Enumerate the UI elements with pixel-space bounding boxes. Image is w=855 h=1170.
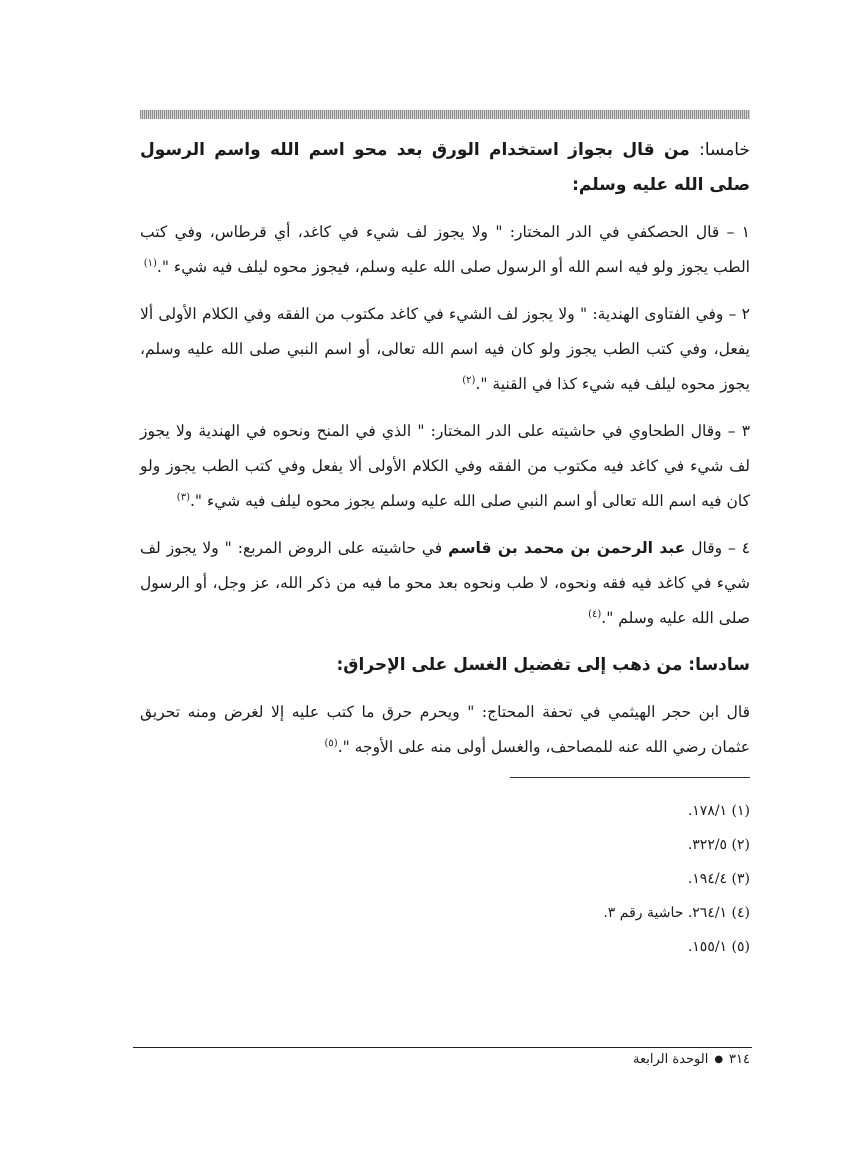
footnotes [140, 794, 750, 964]
paragraph-2 [140, 297, 750, 402]
footnote-ref-1[interactable]: (١) [143, 257, 157, 269]
page-footer [633, 1052, 750, 1067]
footnote-ref-4[interactable]: (٤) [588, 608, 602, 620]
paragraph-1 [140, 215, 750, 285]
footnote-1: (١) ١٧٨/١. [687, 803, 750, 819]
paragraph-5 [140, 695, 750, 765]
paragraph-4-author-name: عبد الرحمن بن محمد بن قاسم [448, 539, 686, 557]
footnote-5: (٥) ١٥٥/١. [687, 939, 750, 955]
section-6-heading: سادسا: من ذهب إلى تفضيل الغسل على الإحراق: [336, 655, 750, 675]
paragraph-3 [140, 414, 750, 519]
section-5-lead: خامسا: [699, 140, 750, 160]
paragraph-5-text: قال ابن حجر الهيثمي في تحفة المحتاج: " ويحرم حرق ما كتب عليه إلا لغرض ومنه تحريق عثمان رضي الله عنه للمصاحف، والغسل أولى منه على الأوجه ". [140, 703, 750, 756]
paragraph-1-text: ١ – قال الحصكفي في الدر المختار: " ولا يجوز لف شيء في كاغد، أي قرطاس، وفي كتب الطب يجوز ولو فيه اسم الله أو الرسول صلى الله عليه وسلم، فيجوز محوه ليلف فيه شيء ". [140, 223, 750, 276]
running-footer-title: الوحدة الرابعة [633, 1052, 709, 1067]
footnote-ref-5[interactable]: (٥) [324, 737, 338, 749]
paragraph-2-text: ٢ – وفي الفتاوى الهندية: " ولا يجوز لف الشيء في كاغد مكتوب من الفقه وفي الكلام الأولى ألا يفعل، وفي كتب الطب يجوز ولو كان فيه اسم الله تعالى، أو اسم النبي صلى الله عليه وسلم، يجوز محوه ليلف فيه شيء كذا في القنية ". [140, 305, 750, 393]
footnote-3: (٣) ١٩٤/٤. [687, 871, 750, 887]
footnote-divider [510, 777, 750, 778]
paragraph-4 [140, 531, 750, 636]
footnote-4: (٤) ٢٦٤/١. حاشية رقم ٣. [603, 905, 750, 921]
page-body [140, 110, 750, 964]
section-5-title: من قال بجواز استخدام الورق بعد محو اسم الله واسم الرسول صلى الله عليه وسلم: [140, 140, 750, 195]
bullet-icon: ● [714, 1054, 724, 1065]
paragraph-4-text: في حاشيته على الروض المربع: " ولا يجوز لف شيء في كاغد فيه فقه ونحوه، لا طب ونحوه بعد محو ما فيه من ذكر الله، عز وجل، أو الرسول صلى الله عليه وسلم ". [140, 539, 750, 627]
footer-rule [133, 1047, 752, 1048]
section-5-heading [140, 133, 750, 203]
paragraph-4-intro: ٤ – وقال [691, 539, 751, 557]
top-decorative-rule [140, 110, 750, 119]
footnote-ref-2[interactable]: (٢) [462, 374, 476, 386]
page-number: ٣١٤ [729, 1052, 750, 1067]
paragraph-3-text: ٣ – وقال الطحاوي في حاشيته على الدر المختار: " الذي في المنح ونحوه في الهندية ولا يجوز لف شيء في كاغد فيه مكتوب من الفقه وفي الكلام الأولى ألا يفعل وفي كتب الطب يجوز ولو كان فيه اسم الله تعالى أو اسم النبي صلى الله عليه وسلم يجوز محوه ليلف فيه شيء ". [140, 422, 751, 510]
footnote-ref-3[interactable]: (٣) [176, 491, 190, 503]
footnote-2: (٢) ٣٢٢/٥. [687, 837, 750, 853]
